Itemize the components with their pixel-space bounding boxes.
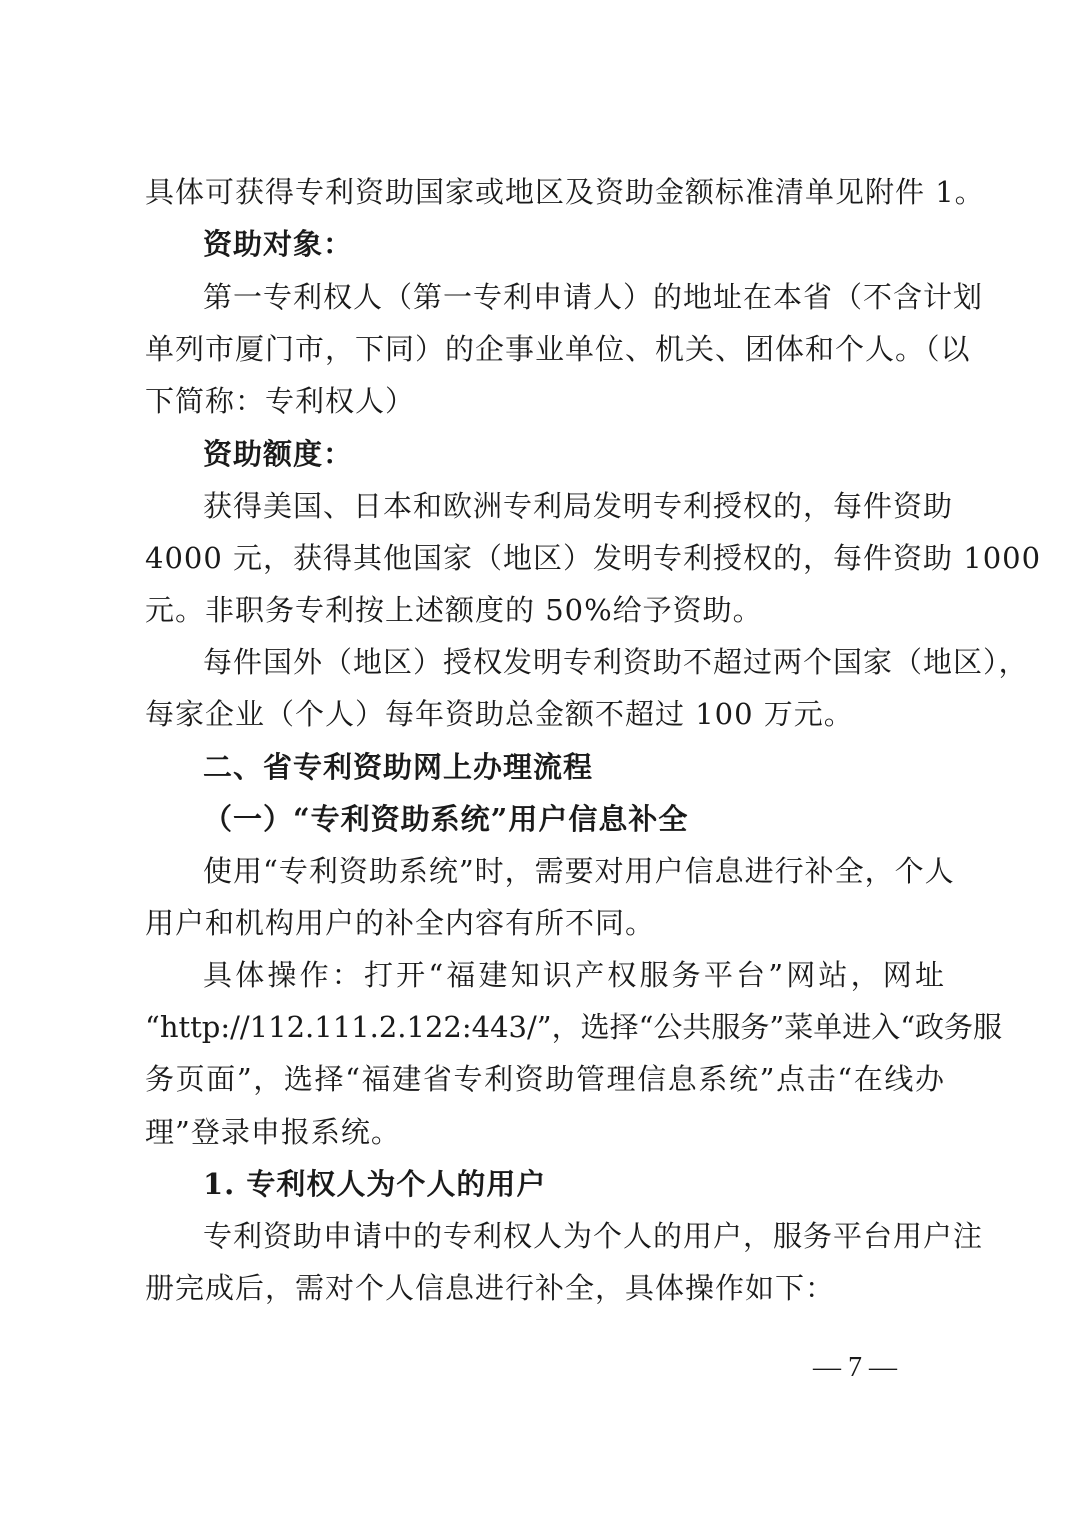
text-line: 用户和机构用户的补全内容有所不同。 <box>145 906 656 940</box>
text-line: 册完成后，需对个人信息进行补全，具体操作如下： <box>145 1271 836 1305</box>
text-line: 具体可获得专利资助国家或地区及资助金额标准清单见附件 1。 <box>145 175 985 209</box>
text-line: 具体操作：打开“福建知识产权服务平台”网站，网址 <box>203 958 945 992</box>
heading-funding-target: 资助对象： <box>203 227 354 261</box>
text-line: 务页面”，选择“福建省专利资助管理信息系统”点击“在线办 <box>145 1062 945 1096</box>
page-number: — 7 — <box>813 1352 897 1383</box>
text-line: 专利资助申请中的专利权人为个人的用户，服务平台用户注 <box>203 1219 984 1253</box>
text-line: 第一专利权人（第一专利申请人）的地址在本省（不含计划 <box>203 280 984 314</box>
item-heading-1: 1. 专利权人为个人的用户 <box>203 1167 547 1201</box>
heading-funding-amount: 资助额度： <box>203 437 354 471</box>
text-line: 理”登录申报系统。 <box>145 1115 401 1149</box>
subsection-heading-1: （一）“专利资助系统”用户信息补全 <box>203 802 689 836</box>
text-line: 元。非职务专利按上述额度的 50%给予资助。 <box>145 593 763 627</box>
text-line: 获得美国、日本和欧洲专利局发明专利授权的，每件资助 <box>203 489 954 523</box>
text-line: 下简称：专利权人） <box>145 384 416 418</box>
text-line-url: “http://112.111.2.122:443/”，选择“公共服务”菜单进入“政务服 <box>145 1010 1003 1044</box>
text-line: 使用“专利资助系统”时，需要对用户信息进行补全，个人 <box>203 854 955 888</box>
text-line: 每家企业（个人）每年资助总金额不超过 100 万元。 <box>145 697 854 731</box>
text-line: 每件国外（地区）授权发明专利资助不超过两个国家（地区）， <box>203 645 1029 679</box>
section-heading-2: 二、省专利资助网上办理流程 <box>203 750 594 784</box>
text-line: 4000 元，获得其他国家（地区）发明专利授权的，每件资助 1000 <box>145 541 1042 575</box>
text-line: 单列市厦门市，下同）的企事业单位、机关、团体和个人。（以 <box>145 332 971 366</box>
